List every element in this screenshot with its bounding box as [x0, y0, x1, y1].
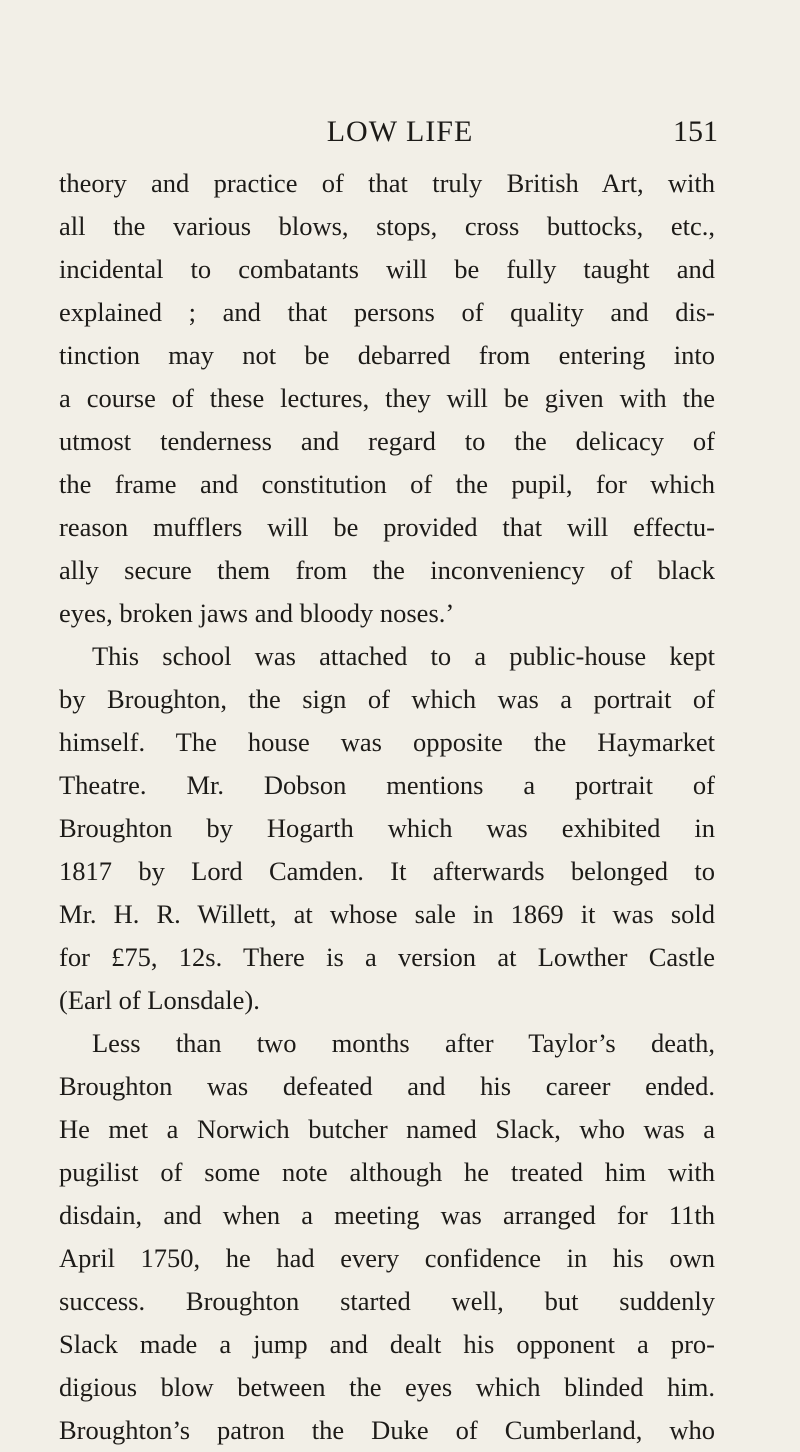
text-line: This school was attached to a public-house kept — [92, 641, 715, 671]
text-line: all the various blows, stops, cross buttocks, etc., — [59, 211, 715, 241]
text-line: ally secure them from the inconveniency of black — [59, 555, 715, 585]
text-line: Less than two months after Taylor’s death, — [92, 1028, 715, 1058]
text-line: utmost tenderness and regard to the delicacy of — [59, 426, 715, 456]
text-line: a course of these lectures, they will be given with the — [59, 383, 715, 413]
text-line: Broughton was defeated and his career ended. — [59, 1071, 715, 1101]
text-line: (Earl of Lonsdale). — [59, 985, 260, 1015]
text-line: theory and practice of that truly British Art, with — [59, 168, 715, 198]
text-line: He met a Norwich butcher named Slack, who was a — [59, 1114, 715, 1144]
text-line: for £75, 12s. There is a version at Lowther Castle — [59, 942, 715, 972]
text-line: reason mufflers will be provided that will effectu- — [59, 512, 715, 542]
running-title: LOW LIFE — [326, 115, 474, 148]
text-line: tinction may not be debarred from entering into — [59, 340, 715, 370]
text-line: success. Broughton started well, but suddenly — [59, 1286, 715, 1316]
text-line: pugilist of some note although he treated him with — [59, 1157, 715, 1187]
text-line: Theatre. Mr. Dobson mentions a portrait of — [59, 770, 715, 800]
text-line: explained ; and that persons of quality and dis- — [59, 297, 715, 327]
text-line: Mr. H. R. Willett, at whose sale in 1869 it was sold — [59, 899, 715, 929]
body-text — [59, 162, 715, 1452]
text-line: by Broughton, the sign of which was a portrait of — [59, 684, 715, 714]
text-line: Broughton’s patron the Duke of Cumberland, who — [59, 1415, 715, 1445]
text-line: incidental to combatants will be fully taught and — [59, 254, 715, 284]
text-line: eyes, broken jaws and bloody noses.’ — [59, 598, 455, 628]
text-line: disdain, and when a meeting was arranged for 11th — [59, 1200, 715, 1230]
text-line: digious blow between the eyes which blinded him. — [59, 1372, 715, 1402]
text-line: Slack made a jump and dealt his opponent a pro- — [59, 1329, 715, 1359]
running-head — [82, 112, 718, 152]
page-number: 151 — [673, 115, 718, 148]
text-line: himself. The house was opposite the Haymarket — [59, 727, 715, 757]
text-line: 1817 by Lord Camden. It afterwards belonged to — [59, 856, 715, 886]
text-line: April 1750, he had every confidence in his own — [59, 1243, 715, 1273]
text-line: the frame and constitution of the pupil, for which — [59, 469, 715, 499]
text-line: Broughton by Hogarth which was exhibited in — [59, 813, 715, 843]
